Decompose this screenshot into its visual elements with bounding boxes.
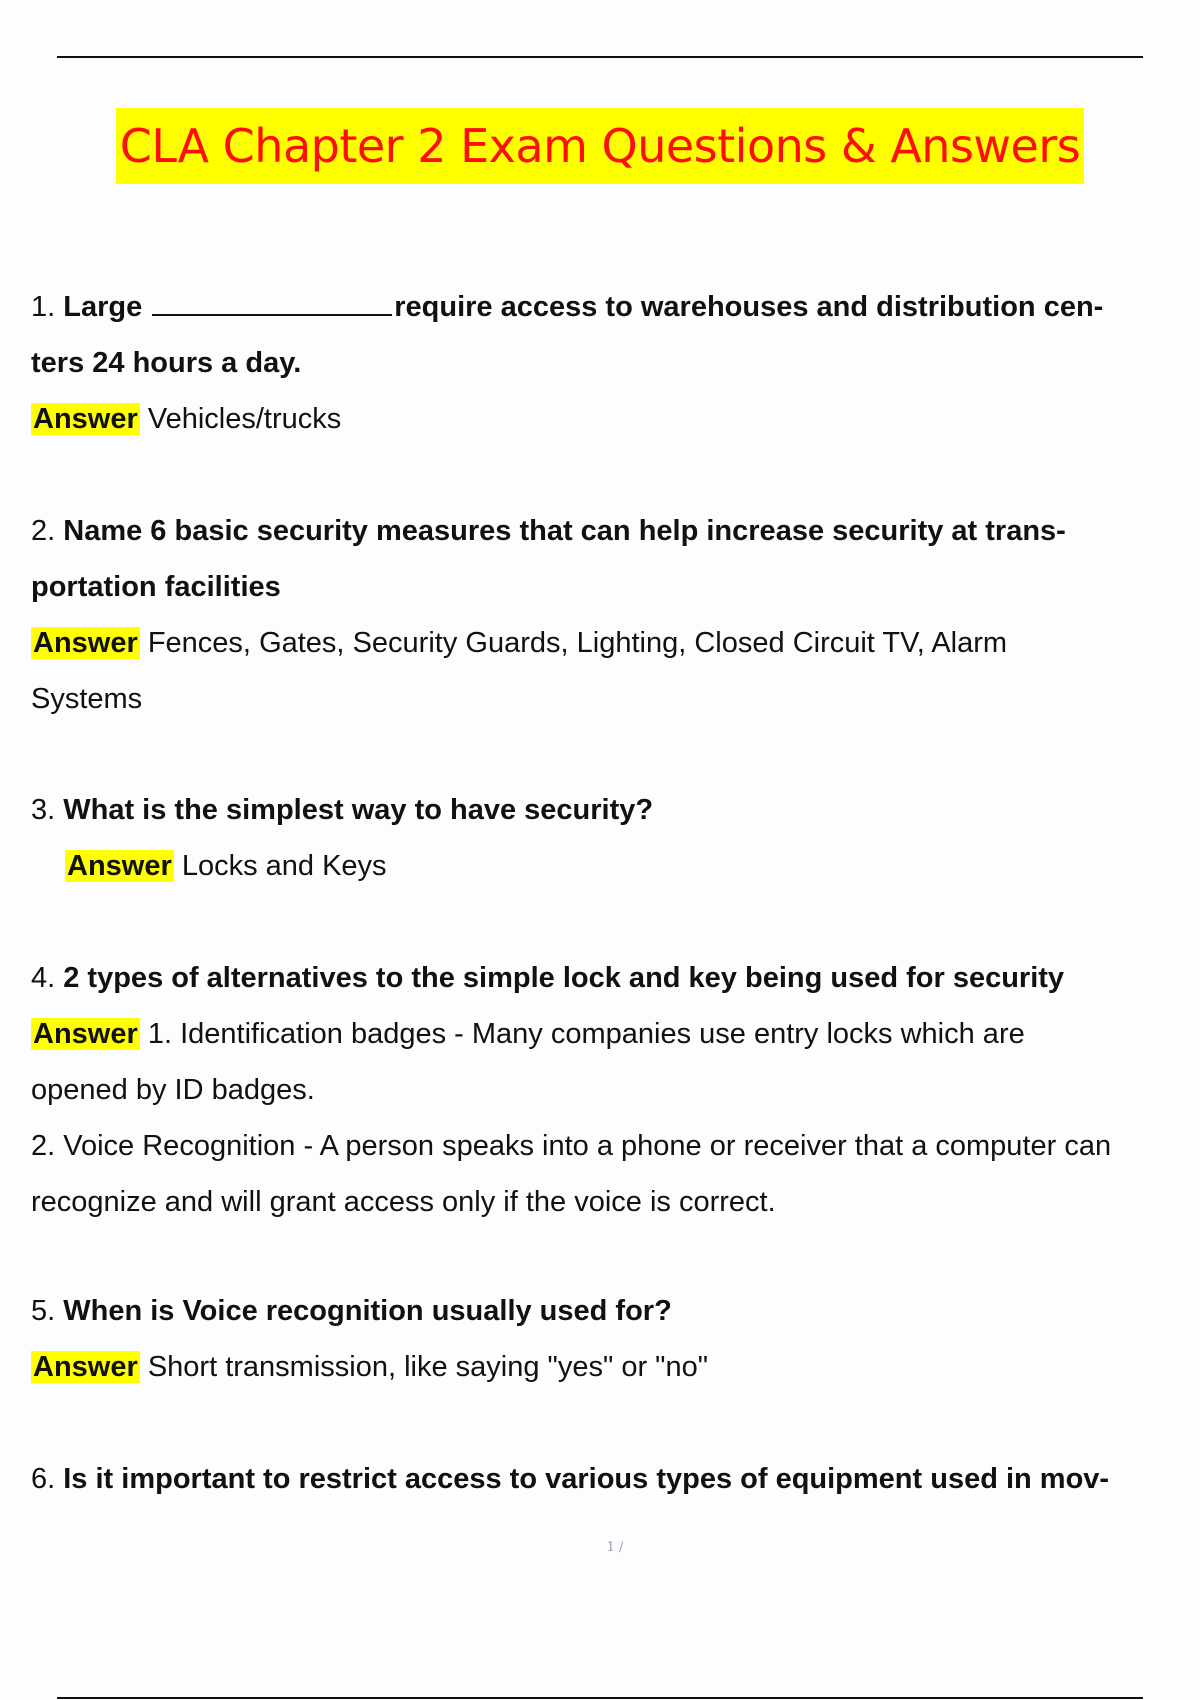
answer-word: Security (352, 627, 458, 659)
answer-text: Locks and Keys (181, 850, 387, 882)
fill-in-blank (152, 292, 392, 316)
page-number: 1 / (606, 1540, 624, 1555)
question-number: 2. (31, 515, 56, 547)
top-rule (57, 56, 1143, 58)
answer-word: Gates, (259, 627, 345, 659)
answer-line (31, 391, 1200, 447)
answer-text: Vehicles/trucks (147, 403, 342, 435)
question-number: 5. (31, 1295, 56, 1327)
question-1-line-1 (31, 279, 1200, 335)
bottom-rule (57, 1697, 1143, 1699)
answer-line (31, 1006, 1200, 1062)
title-container (0, 108, 1200, 184)
question-4 (31, 950, 1200, 1230)
question-text: require access to warehouses and distribution cen- (394, 291, 1104, 323)
question-text: What is the simplest way to have security? (63, 794, 654, 826)
question-text: ters 24 hours a day. (31, 347, 302, 379)
question-text: Large (63, 291, 143, 323)
answer-text: opened by ID badges. (31, 1074, 315, 1106)
question-4-line-1 (31, 950, 1200, 1006)
question-number: 6. (31, 1463, 56, 1495)
answer-text: recognize and will grant access only if the voice is correct. (31, 1186, 776, 1218)
answer-word: Alarm (931, 627, 1008, 659)
answer-label: Answer (33, 1018, 138, 1050)
answer-label: Answer (33, 627, 138, 659)
answer-word: Circuit (792, 627, 875, 659)
question-6-line-1 (31, 1451, 1200, 1507)
question-text: 2 types of alternatives to the simple lock and key being used for security (63, 962, 1065, 994)
answer-text: 2. Voice Recognition - A person speaks into a phone or receiver that a computer can (31, 1130, 1112, 1162)
question-5 (31, 1283, 1200, 1395)
answer-word: Guards, (465, 627, 569, 659)
answer-word: Fences, (147, 627, 251, 659)
answer-line (31, 838, 1200, 894)
answer-line (31, 615, 1189, 671)
document-title: CLA Chapter 2 Exam Questions & Answers (116, 108, 1084, 184)
question-number: 3. (31, 794, 56, 826)
answer-text: 1. Identification badges - Many companies use entry locks which are (147, 1018, 1025, 1050)
answer-label: Answer (33, 403, 138, 435)
question-3 (31, 782, 1200, 894)
answer-line (31, 1339, 1200, 1395)
answer-label: Answer (67, 850, 172, 882)
question-text: portation facilities (31, 571, 281, 603)
question-3-line-1 (31, 782, 1200, 838)
question-text: Is it important to restrict access to various types of equipment used in mov- (63, 1463, 1110, 1495)
question-5-line-1 (31, 1283, 1200, 1339)
question-6 (31, 1451, 1200, 1507)
question-1 (31, 279, 1200, 447)
question-text: When is Voice recognition usually used for? (63, 1295, 672, 1327)
question-number: 1. (31, 291, 56, 323)
answer-text: Short transmission, like saying "yes" or "no" (147, 1351, 709, 1383)
question-number: 4. (31, 962, 56, 994)
answer-word: TV, (882, 627, 925, 659)
question-2-line-1 (31, 503, 1200, 559)
answer-text: Systems (31, 683, 143, 715)
answer-label: Answer (33, 1351, 138, 1383)
answer-word: Lighting, (576, 627, 687, 659)
question-text: Name 6 basic security measures that can help increase security at trans- (63, 515, 1066, 547)
question-2 (31, 503, 1200, 727)
answer-word: Closed (694, 627, 785, 659)
